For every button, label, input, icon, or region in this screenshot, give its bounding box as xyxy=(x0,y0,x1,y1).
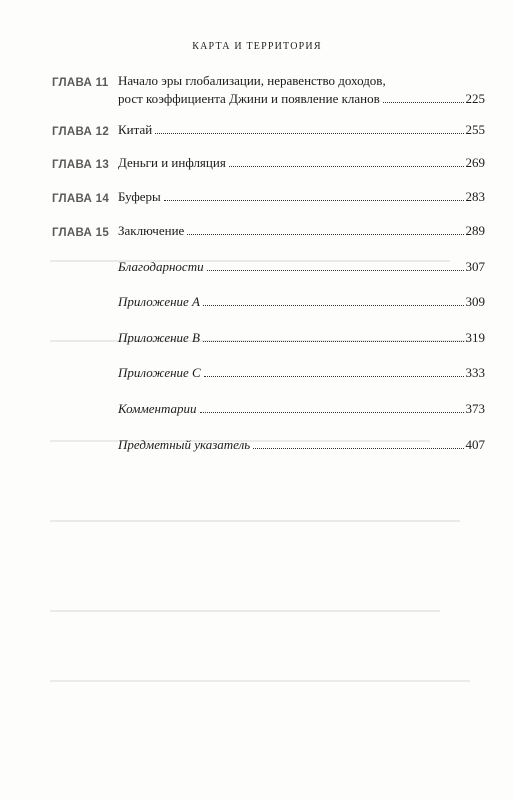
page-number: 319 xyxy=(465,330,485,345)
entry-title-line: Заключение xyxy=(118,223,185,238)
entry-title-line: Благодарности xyxy=(118,259,204,274)
show-through-line xyxy=(50,680,470,682)
entry-title xyxy=(118,154,485,172)
page-number: 269 xyxy=(465,155,485,170)
entry-title-line: Приложение B xyxy=(118,330,200,345)
dot-leader xyxy=(187,233,463,235)
chapter-label: ГЛАВА 11 xyxy=(52,77,109,89)
page-number: 255 xyxy=(465,122,485,137)
page-number: 309 xyxy=(465,294,485,309)
page-number: 373 xyxy=(465,401,485,416)
entry-title xyxy=(118,188,485,206)
dot-leader xyxy=(200,411,464,413)
page-number: 307 xyxy=(465,259,485,274)
running-header: КАРТА И ТЕРРИТОРИЯ xyxy=(192,41,322,52)
dot-leader xyxy=(253,447,463,449)
chapter-label: ГЛАВА 13 xyxy=(52,159,110,171)
page-number: 289 xyxy=(465,223,485,238)
chapter-label: ГЛАВА 14 xyxy=(52,193,110,205)
entry-title xyxy=(118,222,485,240)
entry-title-line: Предметный указатель xyxy=(118,437,251,452)
entry-title-line: Комментарии xyxy=(118,401,197,416)
page-number: 407 xyxy=(465,437,485,452)
chapter-label: ГЛАВА 12 xyxy=(52,126,110,138)
dot-leader xyxy=(203,304,464,306)
dot-leader xyxy=(203,340,464,342)
page-number: 333 xyxy=(465,365,485,380)
entry-title xyxy=(118,400,485,418)
dot-leader xyxy=(207,269,464,271)
show-through-line xyxy=(50,610,440,612)
entry-title-line: Деньги и инфляция xyxy=(118,155,226,170)
entry-title xyxy=(118,364,485,382)
page-number: 225 xyxy=(465,91,485,106)
entry-title xyxy=(118,72,485,108)
show-through-line xyxy=(50,520,460,522)
entry-title xyxy=(118,121,485,139)
dot-leader xyxy=(229,165,464,167)
entry-title-line: Приложение C xyxy=(118,365,201,380)
entry-title-line: рост коэффициента Джини и появление кланов xyxy=(118,91,380,106)
page-number: 283 xyxy=(465,189,485,204)
dot-leader xyxy=(204,375,464,377)
entry-title-line: Китай xyxy=(118,122,153,137)
entry-title xyxy=(118,436,485,454)
entry-title xyxy=(118,293,485,311)
entry-title xyxy=(118,329,485,347)
dot-leader xyxy=(164,199,464,201)
entry-title-line: Приложение A xyxy=(118,294,200,309)
dot-leader xyxy=(155,132,463,134)
dot-leader xyxy=(383,101,464,103)
entry-title-line: Буферы xyxy=(118,189,161,204)
chapter-label: ГЛАВА 15 xyxy=(52,227,110,239)
entry-title-line: Начало эры глобализации, неравенство доходов, xyxy=(118,73,386,88)
entry-title xyxy=(118,258,485,276)
